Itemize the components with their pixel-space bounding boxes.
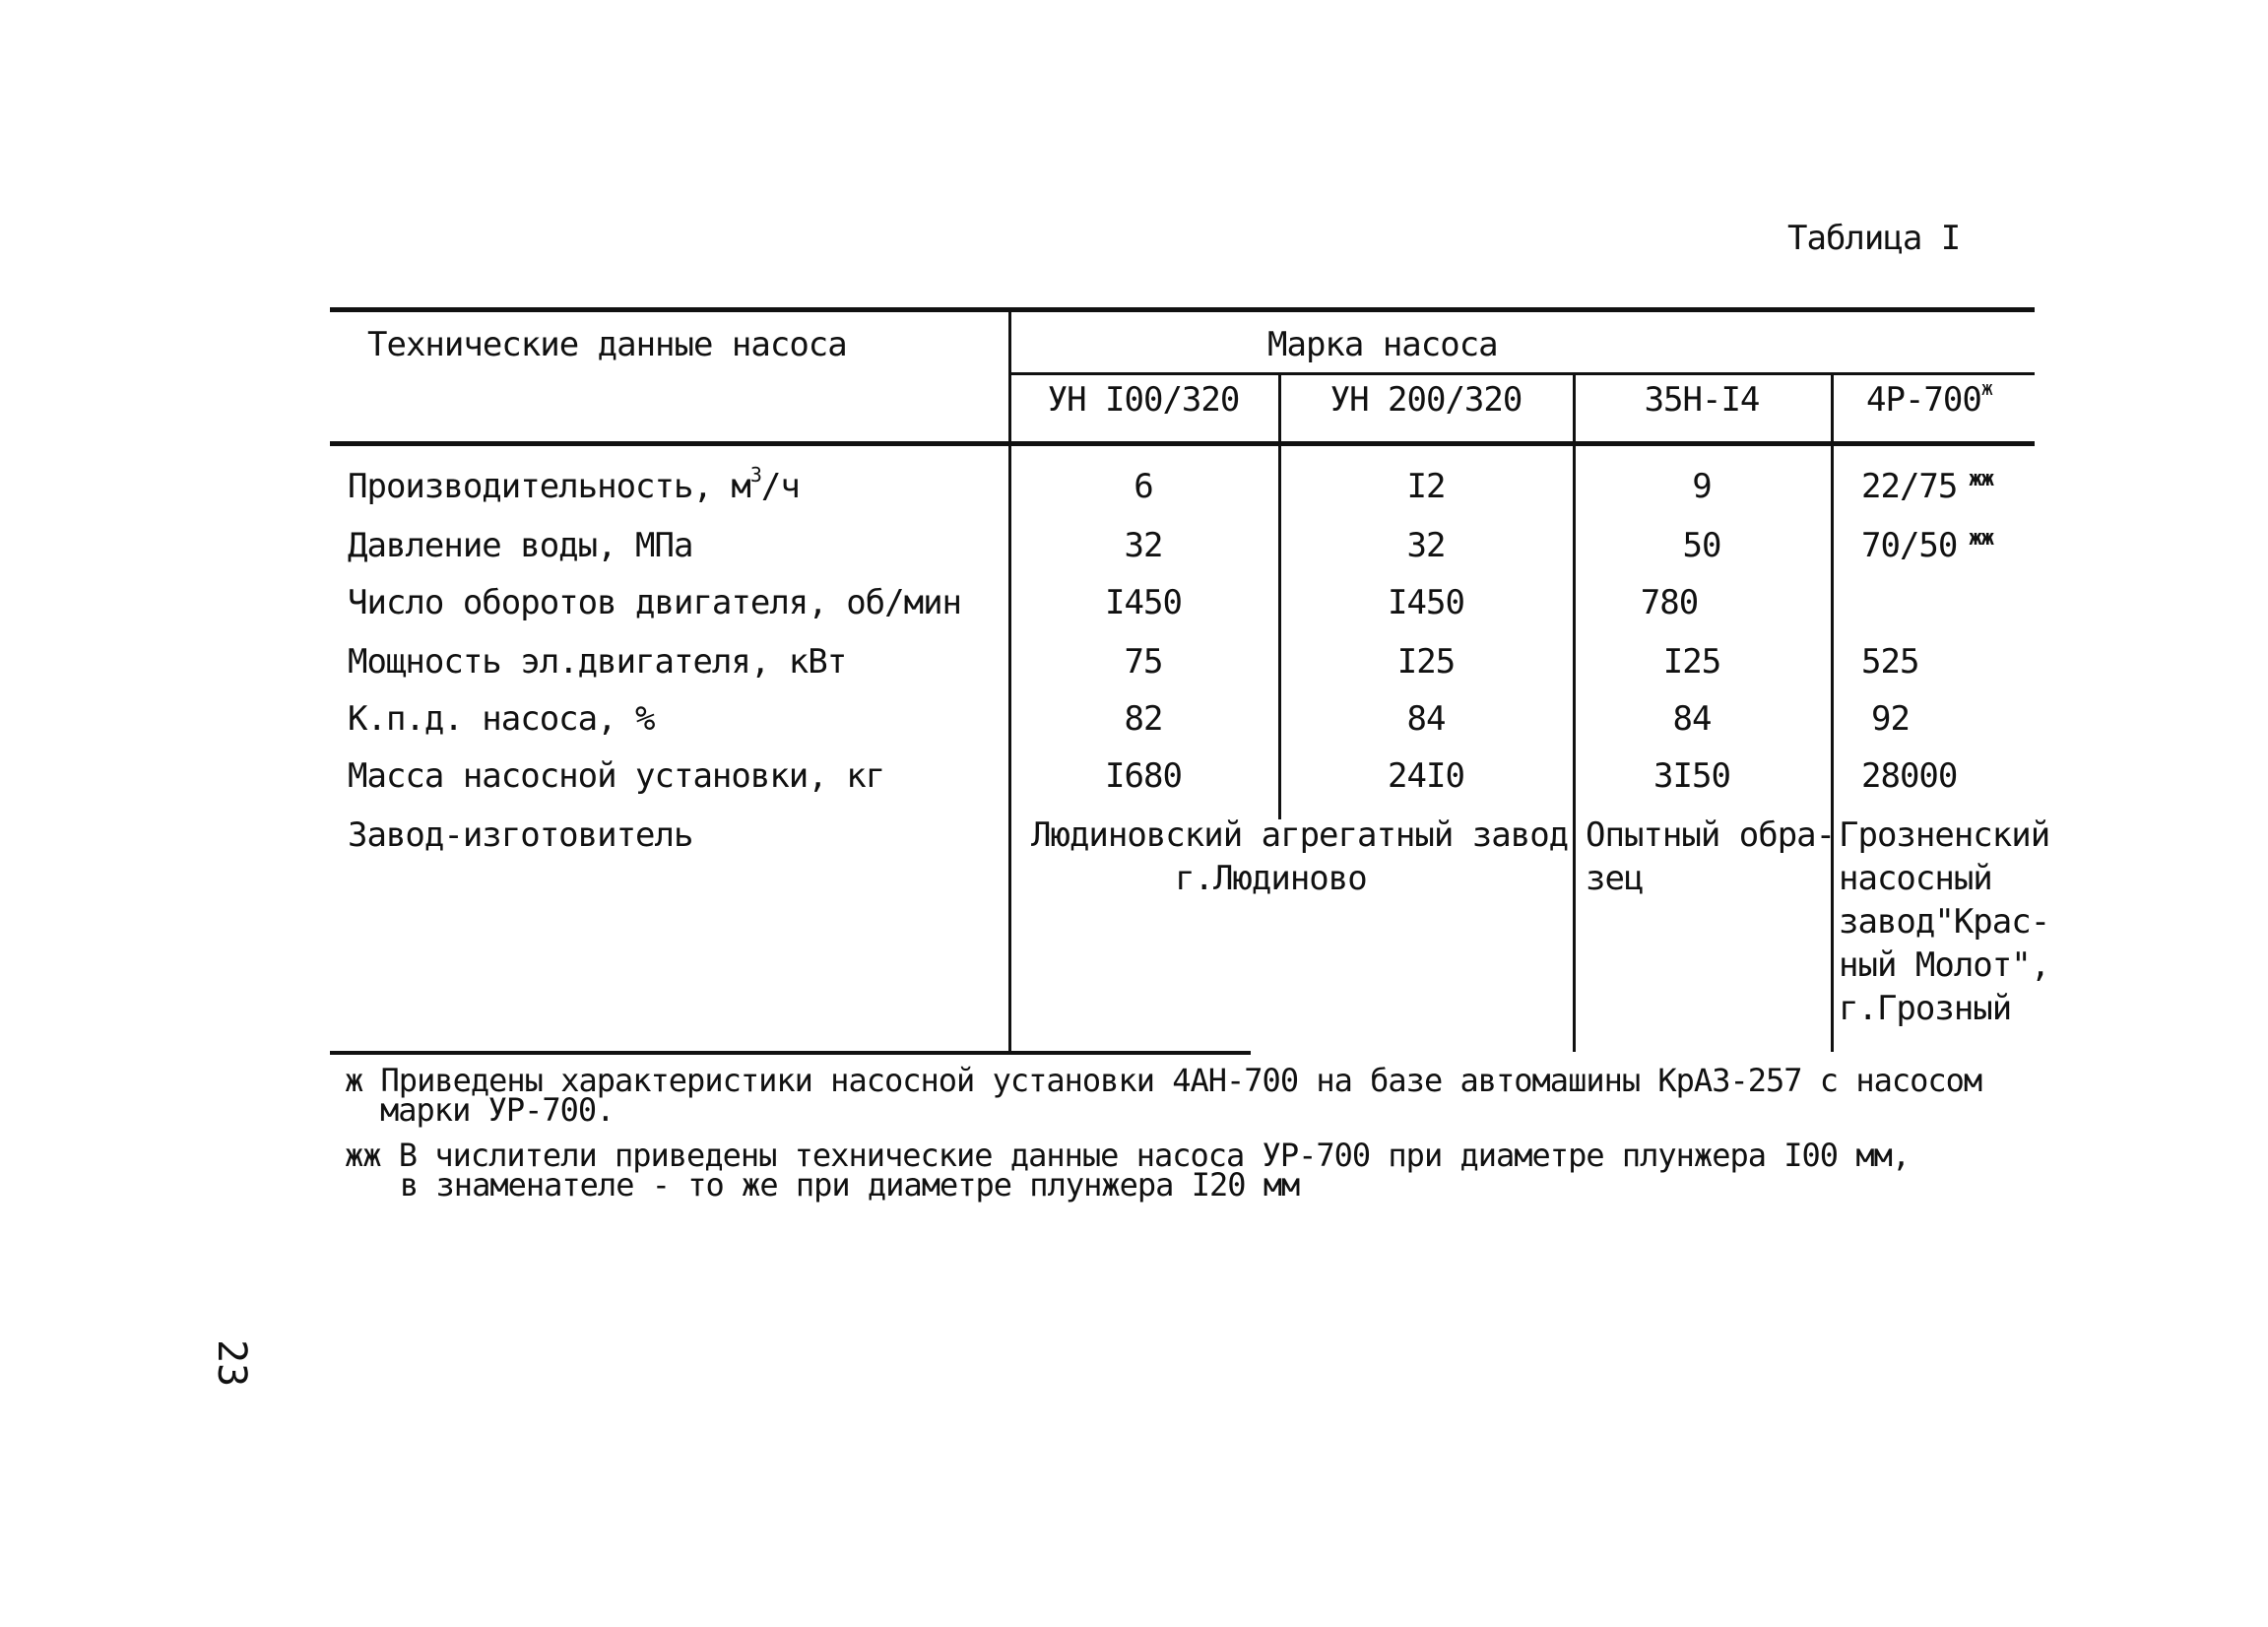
- row-label-rpm: Число оборотов двигателя, об/мин: [348, 583, 962, 622]
- cell-r1-c4: [1861, 467, 1993, 506]
- manufacturer-c4-line5: г.Грозный: [1839, 989, 2012, 1028]
- manufacturer-c3-line2: зец: [1586, 859, 1644, 898]
- cell-r2-c4: [1861, 526, 1993, 565]
- table-caption: Таблица I: [1787, 219, 1961, 258]
- manufacturer-c4-line1: Грозненский: [1839, 815, 2050, 855]
- row-label-efficiency: К.п.д. насоса, %: [348, 699, 655, 739]
- footnote-1-cont: марки УР-700.: [380, 1091, 615, 1129]
- row-label-tail: /ч: [760, 467, 800, 506]
- page-number: 23: [209, 1339, 254, 1388]
- cell-r5-c1: 82: [1124, 699, 1163, 739]
- unit-superscript: 3: [749, 463, 761, 487]
- model-header-2: УН 200/320: [1329, 380, 1523, 420]
- row-label-productivity: [348, 463, 800, 506]
- row-label-pressure: Давление воды, МПа: [348, 526, 693, 565]
- pump-table: [330, 307, 2050, 1056]
- footnote-2-mark: жж: [345, 1137, 381, 1174]
- manufacturer-c4-line3: завод"Крас-: [1839, 902, 2050, 942]
- cell-r6-c1: I680: [1105, 756, 1182, 796]
- model-header-3: 35Н-I4: [1644, 380, 1760, 420]
- cell-r1-c1: 6: [1134, 467, 1153, 506]
- model-header-4: [1866, 376, 1992, 420]
- model-header-4-label: 4Р-700: [1866, 380, 1981, 420]
- header-bottom-rule: [330, 441, 2035, 446]
- param-header: Технические данные насоса: [367, 325, 847, 364]
- manufacturer-c12-line1: Людиновский агрегатный завод: [1031, 815, 1569, 855]
- row-label-mass: Масса насосной установки, кг: [348, 756, 885, 796]
- manufacturer-c3-line1: Опытный обра-: [1586, 815, 1836, 855]
- footnote-1-mark: ж: [345, 1062, 363, 1099]
- footnote-1-line1: Приведены характеристики насосной установки 4АН-700 на базе автомашины КрАЗ-257 с насосом: [380, 1062, 1982, 1099]
- cell-r5-c4: 92: [1871, 699, 1910, 739]
- cell-r4-c1: 75: [1124, 642, 1163, 682]
- cell-r4-c4: 525: [1861, 642, 1919, 682]
- col-divider-3-4: [1831, 374, 1834, 1052]
- cell-r1-c3: 9: [1692, 467, 1712, 506]
- cell-r2-c1: 32: [1124, 526, 1163, 565]
- brand-header-rule: [1008, 372, 2035, 375]
- model-header-4-mark: ж: [1980, 376, 1992, 400]
- row-label-text: Производительность, м: [348, 467, 750, 506]
- cell-r5-c2: 84: [1406, 699, 1446, 739]
- footnote-2-cont: в знаменателе - то же при диаметре плунжера I20 мм: [400, 1166, 1300, 1204]
- cell-r2-c3: 50: [1682, 526, 1721, 565]
- model-header-1: УН I00/320: [1047, 380, 1240, 420]
- cell-r1-c2: I2: [1406, 467, 1446, 506]
- manufacturer-c4-line4: ный Молот",: [1839, 945, 2050, 985]
- brand-header: Марка насоса: [1267, 325, 1498, 364]
- cell-r2-c4-value: 70/50: [1861, 526, 1958, 565]
- cell-r4-c2: I25: [1396, 642, 1456, 682]
- manufacturer-c12-line2: г.Людиново: [1175, 859, 1367, 898]
- cell-r5-c3: 84: [1672, 699, 1712, 739]
- cell-r3-c3: 780: [1640, 583, 1699, 622]
- row-label-manufacturer: Завод-изготовитель: [348, 815, 693, 855]
- col-divider-params: [1008, 310, 1011, 1051]
- col-divider-1-2: [1278, 374, 1281, 819]
- footnote-mark: жж: [1969, 526, 1993, 551]
- table-bottom-rule: [330, 1051, 1251, 1055]
- cell-r4-c3: I25: [1662, 642, 1721, 682]
- footnote-mark: жж: [1969, 467, 1993, 491]
- cell-r2-c2: 32: [1406, 526, 1446, 565]
- cell-r6-c2: 24I0: [1388, 756, 1464, 796]
- table-top-rule: [330, 307, 2035, 312]
- cell-r3-c2: I450: [1388, 583, 1464, 622]
- manufacturer-c4-line2: насосный: [1839, 859, 1992, 898]
- cell-r3-c1: I450: [1105, 583, 1182, 622]
- footnote-2-line1: В числители приведены технические данные насоса УР-700 при диаметре плунжера I00 мм,: [398, 1137, 1911, 1174]
- cell-r6-c3: 3I50: [1653, 756, 1730, 796]
- cell-r6-c4: 28000: [1861, 756, 1958, 796]
- cell-r1-c4-value: 22/75: [1861, 467, 1958, 506]
- row-label-power: Мощность эл.двигателя, кВт: [348, 642, 847, 682]
